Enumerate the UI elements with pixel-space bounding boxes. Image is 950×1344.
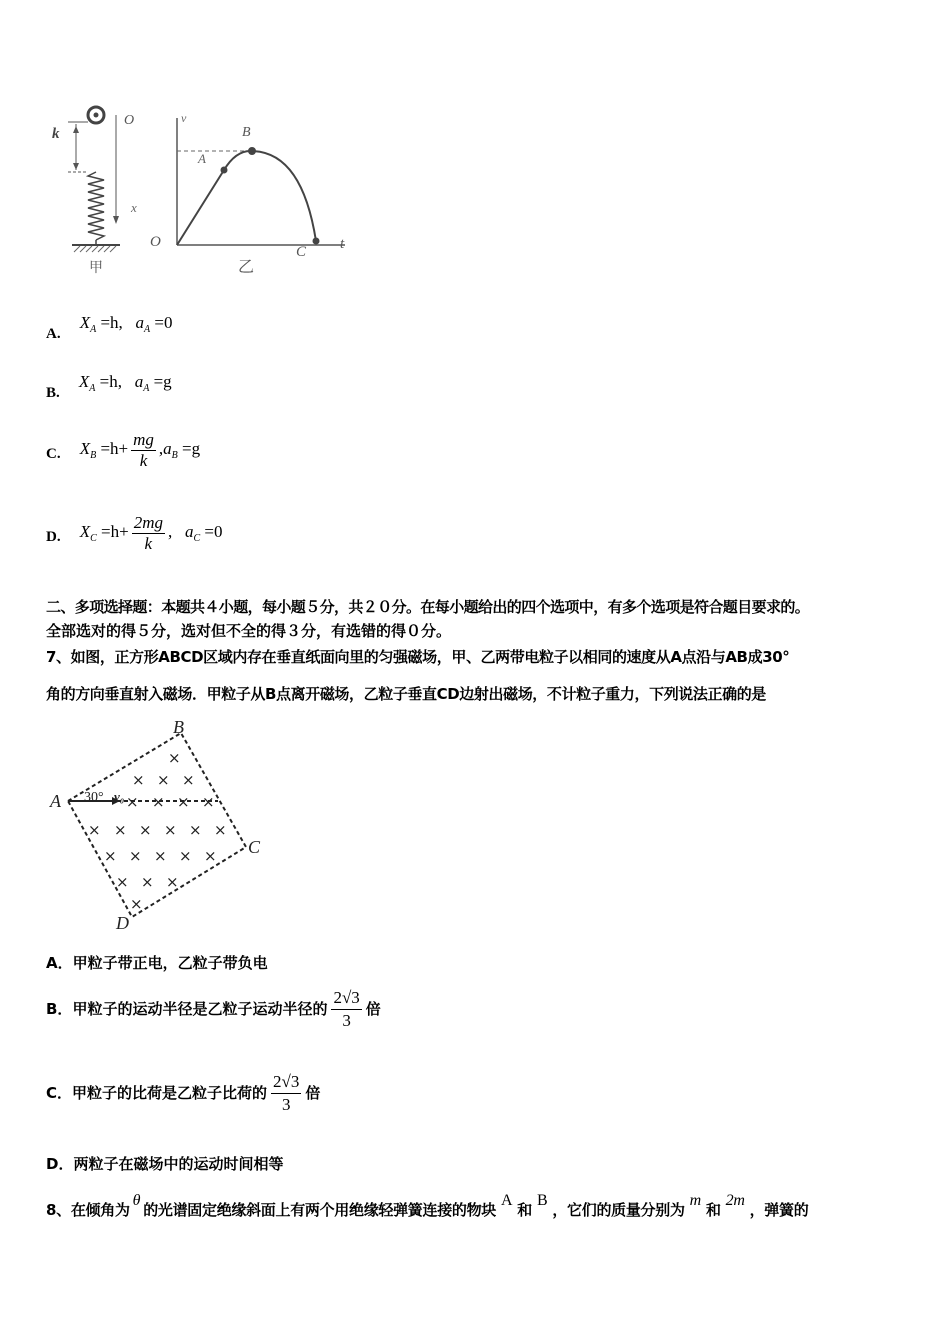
label-v0: v₀ xyxy=(114,789,125,804)
label-O-graph: O xyxy=(150,234,161,250)
option-label: D． xyxy=(46,1155,74,1173)
field-cross: × xyxy=(154,847,167,865)
field-cross: × xyxy=(202,793,215,811)
field-cross: × xyxy=(104,847,117,865)
option-label: D. xyxy=(46,529,61,546)
label-B-square: B xyxy=(173,717,184,737)
q7-option-b: B．甲粒子的运动半径是乙粒子运动半径的 $\frac{2√3}{3}$ 倍 xyxy=(46,988,381,1030)
fraction: $\frac{mg}{k}$ xyxy=(133,430,154,470)
label-A-square: A xyxy=(50,791,61,811)
q7-option-c: C．甲粒子的比荷是乙粒子比荷的 $\frac{2√3}{3}$ 倍 xyxy=(46,1072,321,1114)
field-cross: × xyxy=(152,793,165,811)
option-label: B． xyxy=(46,1000,73,1018)
option-text: 甲粒子带正电，乙粒子带负电 xyxy=(72,954,268,972)
field-cross: × xyxy=(189,821,202,839)
option-label: A. xyxy=(46,326,61,342)
label-k: k xyxy=(52,126,60,142)
option-formula: $X_B =h+$ $\frac{mg}{k}$ $,a_B =g$ xyxy=(79,430,201,470)
option-text: 两粒子在磁场中的运动时间相等 xyxy=(73,1155,284,1173)
field-cross: × xyxy=(132,771,145,789)
q6-option-d xyxy=(46,513,222,554)
q6-option-a xyxy=(46,313,173,342)
label-B-graph: B xyxy=(242,125,251,140)
fraction: $\frac{2mg}{k}$ xyxy=(133,513,163,553)
option-label: A． xyxy=(46,954,73,972)
option-label: B. xyxy=(46,385,60,401)
field-cross: × xyxy=(139,821,152,839)
option-label: C. xyxy=(46,446,61,463)
field-cross: × xyxy=(114,821,127,839)
q6-option-c xyxy=(46,430,200,471)
field-cross: × xyxy=(164,821,177,839)
fraction-2sqrt3-over-3: $\frac{2√3}{3}$ xyxy=(273,1072,300,1114)
field-cross: × xyxy=(166,873,179,891)
label-C-square: C xyxy=(248,837,261,857)
label-x: x xyxy=(131,200,137,215)
field-cross: × xyxy=(177,793,190,811)
field-cross: × xyxy=(126,793,139,811)
field-cross: × xyxy=(88,821,101,839)
field-cross: × xyxy=(214,821,227,839)
option-formula: $X_A =h$, $a_A =0$ xyxy=(79,313,173,335)
option-formula: $X_A =h$, $a_A =g$ xyxy=(78,372,172,394)
label-C-graph: C xyxy=(296,244,307,260)
q7-option-d xyxy=(46,1153,283,1174)
q7-stem: 7、如图，正方形ABCD区域内存在垂直纸面向里的匀强磁场，甲、乙两带电粒子以相同的速度从A点沿与AB成30° 角的方向垂直射入磁场．甲粒子从B点离开磁场，乙粒子垂直CD边射出磁场，不计粒子重力，下列说法正确的是 xyxy=(46,648,790,703)
field-cross: × xyxy=(116,873,129,891)
figure-spring-graph xyxy=(40,100,370,280)
field-cross: × xyxy=(179,847,192,865)
option-formula: $X_C =h+$ $\frac{2mg}{k}$ , $a_C =0$ xyxy=(79,513,223,553)
section2-heading: 二、多项选择题：本题共４小题，每小题５分，共２０分。在每小题给出的四个选项中，有多个选项是符合题目要求的。 全部选对的得５分，选对但不全的得３分，有选错的得０分。 xyxy=(46,598,810,640)
label-angle: 30° xyxy=(84,790,104,805)
label-A-graph: A xyxy=(198,151,206,166)
spring xyxy=(88,172,104,240)
field-cross: × xyxy=(168,749,181,767)
label-t: t xyxy=(340,236,345,252)
field-cross: × xyxy=(129,847,142,865)
field-cross: × xyxy=(130,895,143,913)
label-D-square: D xyxy=(116,913,129,933)
label-O-left: O xyxy=(124,113,135,128)
field-cross: × xyxy=(204,847,217,865)
fraction-2sqrt3-over-3: $\frac{2√3}{3}$ xyxy=(333,988,360,1030)
label-yi: 乙 xyxy=(238,257,255,276)
option-text: 甲粒子的运动半径是乙粒子运动半径的 xyxy=(72,1000,328,1018)
q7-option-a xyxy=(46,952,268,973)
figure-square-field xyxy=(40,715,280,935)
q6-option-b xyxy=(46,372,172,401)
label-v: v xyxy=(181,111,187,125)
option-label: C． xyxy=(46,1084,73,1102)
field-cross: × xyxy=(157,771,170,789)
field-cross: × xyxy=(182,771,195,789)
label-jia: 甲 xyxy=(89,260,103,276)
field-cross: × xyxy=(141,873,154,891)
option-text: 甲粒子的比荷是乙粒子比荷的 xyxy=(72,1084,268,1102)
q8-stem: 8、在倾角为θ的光谱固定绝缘斜面上有两个用绝缘轻弹簧连接的物块A和B，它们的质量分别为m和2m，弹簧的 xyxy=(46,1192,809,1219)
